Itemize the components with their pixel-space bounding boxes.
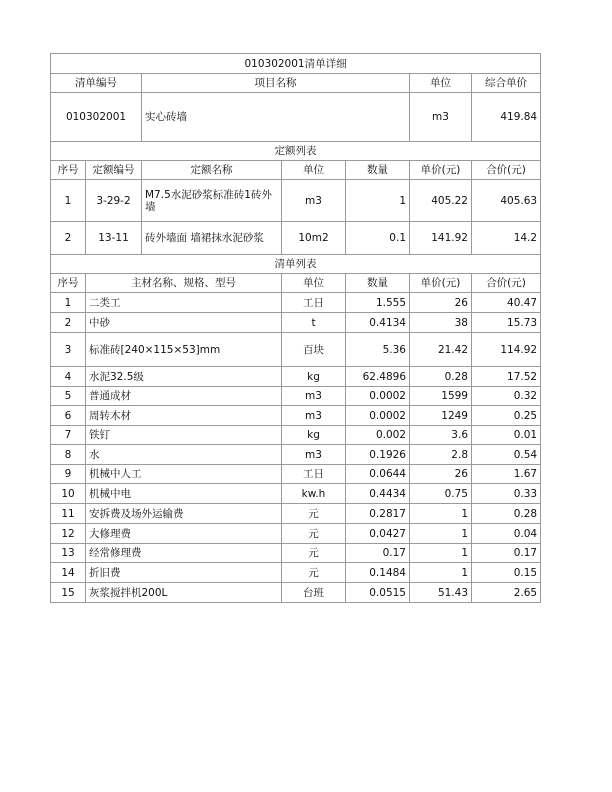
- material-total: 2.65: [472, 583, 541, 603]
- material-price: 1: [410, 563, 472, 583]
- quota-no-header: 序号: [51, 161, 86, 180]
- material-qty: 0.4434: [346, 484, 410, 504]
- material-name: 铁钉: [86, 426, 282, 445]
- material-price: 38: [410, 313, 472, 333]
- material-unit: 元: [282, 524, 346, 544]
- bill-price: 419.84: [472, 93, 541, 142]
- material-no: 6: [51, 406, 86, 426]
- bill-name-header: 项目名称: [142, 74, 410, 93]
- material-qty: 0.0644: [346, 465, 410, 484]
- quota-unit-header: 单位: [282, 161, 346, 180]
- material-unit: 元: [282, 563, 346, 583]
- bill-name: 实心砖墙: [142, 93, 410, 142]
- material-qty: 0.0427: [346, 524, 410, 544]
- material-total: 0.28: [472, 504, 541, 524]
- material-price: 1249: [410, 406, 472, 426]
- quota-code: 3-29-2: [86, 180, 142, 222]
- material-name: 折旧费: [86, 563, 282, 583]
- material-no: 7: [51, 426, 86, 445]
- material-qty: 5.36: [346, 333, 410, 367]
- quota-code-header: 定额编号: [86, 161, 142, 180]
- material-row: [51, 367, 541, 387]
- quota-qty-header: 数量: [346, 161, 410, 180]
- materials-header-row: [51, 274, 541, 293]
- material-row: [51, 426, 541, 445]
- quota-name: M7.5水泥砂浆标准砖1砖外墙: [142, 180, 282, 222]
- material-qty: 0.1484: [346, 563, 410, 583]
- bill-code-header: 清单编号: [51, 74, 142, 93]
- material-unit: 百块: [282, 333, 346, 367]
- material-row: [51, 563, 541, 583]
- material-price: 1: [410, 544, 472, 563]
- material-row: [51, 504, 541, 524]
- material-qty: 62.4896: [346, 367, 410, 387]
- material-no: 4: [51, 367, 86, 387]
- material-row: [51, 524, 541, 544]
- quota-unit: m3: [282, 180, 346, 222]
- quota-no: 1: [51, 180, 86, 222]
- material-price: 0.28: [410, 367, 472, 387]
- material-price: 26: [410, 465, 472, 484]
- quota-section-title: 定额列表: [51, 142, 541, 161]
- material-total: 1.67: [472, 465, 541, 484]
- material-total: 0.15: [472, 563, 541, 583]
- material-row: [51, 313, 541, 333]
- material-total: 0.32: [472, 387, 541, 406]
- material-unit-header: 单位: [282, 274, 346, 293]
- material-name: 中砂: [86, 313, 282, 333]
- material-qty: 1.555: [346, 293, 410, 313]
- quota-price: 141.92: [410, 222, 472, 255]
- material-name: 二类工: [86, 293, 282, 313]
- quota-section-row: [51, 142, 541, 161]
- material-row: [51, 544, 541, 563]
- material-row: [51, 406, 541, 426]
- materials-section-row: [51, 255, 541, 274]
- material-no: 2: [51, 313, 86, 333]
- material-unit: kg: [282, 426, 346, 445]
- material-qty: 0.0002: [346, 406, 410, 426]
- material-total: 0.25: [472, 406, 541, 426]
- material-unit: kg: [282, 367, 346, 387]
- material-qty: 0.17: [346, 544, 410, 563]
- material-name: 大修理费: [86, 524, 282, 544]
- material-total: 40.47: [472, 293, 541, 313]
- bill-unit: m3: [410, 93, 472, 142]
- bill-detail-table: [50, 53, 541, 603]
- material-qty: 0.0002: [346, 387, 410, 406]
- material-row: [51, 583, 541, 603]
- quota-no: 2: [51, 222, 86, 255]
- material-total: 0.04: [472, 524, 541, 544]
- material-total: 0.33: [472, 484, 541, 504]
- material-unit: 元: [282, 544, 346, 563]
- quota-total-header: 合价(元): [472, 161, 541, 180]
- material-price: 1: [410, 504, 472, 524]
- material-row: [51, 387, 541, 406]
- material-total-header: 合价(元): [472, 274, 541, 293]
- material-no-header: 序号: [51, 274, 86, 293]
- material-total: 0.01: [472, 426, 541, 445]
- material-name: 机械中电: [86, 484, 282, 504]
- bill-unit-header: 单位: [410, 74, 472, 93]
- material-no: 11: [51, 504, 86, 524]
- material-no: 1: [51, 293, 86, 313]
- material-total: 15.73: [472, 313, 541, 333]
- material-no: 12: [51, 524, 86, 544]
- bill-code: 010302001: [51, 93, 142, 142]
- material-no: 14: [51, 563, 86, 583]
- quota-name: 砖外墙面 墙裙抹水泥砂浆: [142, 222, 282, 255]
- material-no: 5: [51, 387, 86, 406]
- material-qty: 0.4134: [346, 313, 410, 333]
- material-row: [51, 465, 541, 484]
- sheet-title-row: [51, 54, 541, 74]
- material-unit: 台班: [282, 583, 346, 603]
- material-no: 3: [51, 333, 86, 367]
- material-row: [51, 484, 541, 504]
- material-qty: 0.2817: [346, 504, 410, 524]
- material-price-header: 单价(元): [410, 274, 472, 293]
- quota-unit: 10m2: [282, 222, 346, 255]
- material-total: 0.17: [472, 544, 541, 563]
- material-unit: t: [282, 313, 346, 333]
- material-name: 水: [86, 445, 282, 465]
- material-price: 0.75: [410, 484, 472, 504]
- material-price: 2.8: [410, 445, 472, 465]
- material-name: 周转木材: [86, 406, 282, 426]
- material-no: 9: [51, 465, 86, 484]
- quota-row: [51, 180, 541, 222]
- material-name: 机械中人工: [86, 465, 282, 484]
- material-qty-header: 数量: [346, 274, 410, 293]
- bill-price-header: 综合单价: [472, 74, 541, 93]
- material-qty: 0.0515: [346, 583, 410, 603]
- quota-header-row: [51, 161, 541, 180]
- material-unit: m3: [282, 387, 346, 406]
- material-qty: 0.1926: [346, 445, 410, 465]
- material-name: 安拆费及场外运输费: [86, 504, 282, 524]
- material-price: 1599: [410, 387, 472, 406]
- material-total: 0.54: [472, 445, 541, 465]
- material-row: [51, 333, 541, 367]
- bill-row: [51, 93, 541, 142]
- quota-price: 405.22: [410, 180, 472, 222]
- quota-row: [51, 222, 541, 255]
- material-unit: 元: [282, 504, 346, 524]
- sheet-title: 010302001清单详细: [51, 54, 541, 74]
- material-name: 标准砖[240×115×53]mm: [86, 333, 282, 367]
- material-unit: m3: [282, 406, 346, 426]
- material-total: 114.92: [472, 333, 541, 367]
- material-price: 21.42: [410, 333, 472, 367]
- material-price: 1: [410, 524, 472, 544]
- material-total: 17.52: [472, 367, 541, 387]
- material-price: 3.6: [410, 426, 472, 445]
- material-unit: 工日: [282, 293, 346, 313]
- quota-qty: 0.1: [346, 222, 410, 255]
- quota-total: 405.63: [472, 180, 541, 222]
- material-qty: 0.002: [346, 426, 410, 445]
- material-name: 水泥32.5级: [86, 367, 282, 387]
- material-unit: 工日: [282, 465, 346, 484]
- material-name-header: 主材名称、规格、型号: [86, 274, 282, 293]
- material-unit: m3: [282, 445, 346, 465]
- material-no: 13: [51, 544, 86, 563]
- material-row: [51, 293, 541, 313]
- material-no: 8: [51, 445, 86, 465]
- quota-name-header: 定额名称: [142, 161, 282, 180]
- material-price: 26: [410, 293, 472, 313]
- materials-section-title: 清单列表: [51, 255, 541, 274]
- material-no: 10: [51, 484, 86, 504]
- material-name: 经常修理费: [86, 544, 282, 563]
- bill-header-row: [51, 74, 541, 93]
- quota-total: 14.2: [472, 222, 541, 255]
- quota-qty: 1: [346, 180, 410, 222]
- material-name: 灰浆搅拌机200L: [86, 583, 282, 603]
- material-name: 普通成材: [86, 387, 282, 406]
- material-price: 51.43: [410, 583, 472, 603]
- material-row: [51, 445, 541, 465]
- quota-code: 13-11: [86, 222, 142, 255]
- quota-price-header: 单价(元): [410, 161, 472, 180]
- material-unit: kw.h: [282, 484, 346, 504]
- material-no: 15: [51, 583, 86, 603]
